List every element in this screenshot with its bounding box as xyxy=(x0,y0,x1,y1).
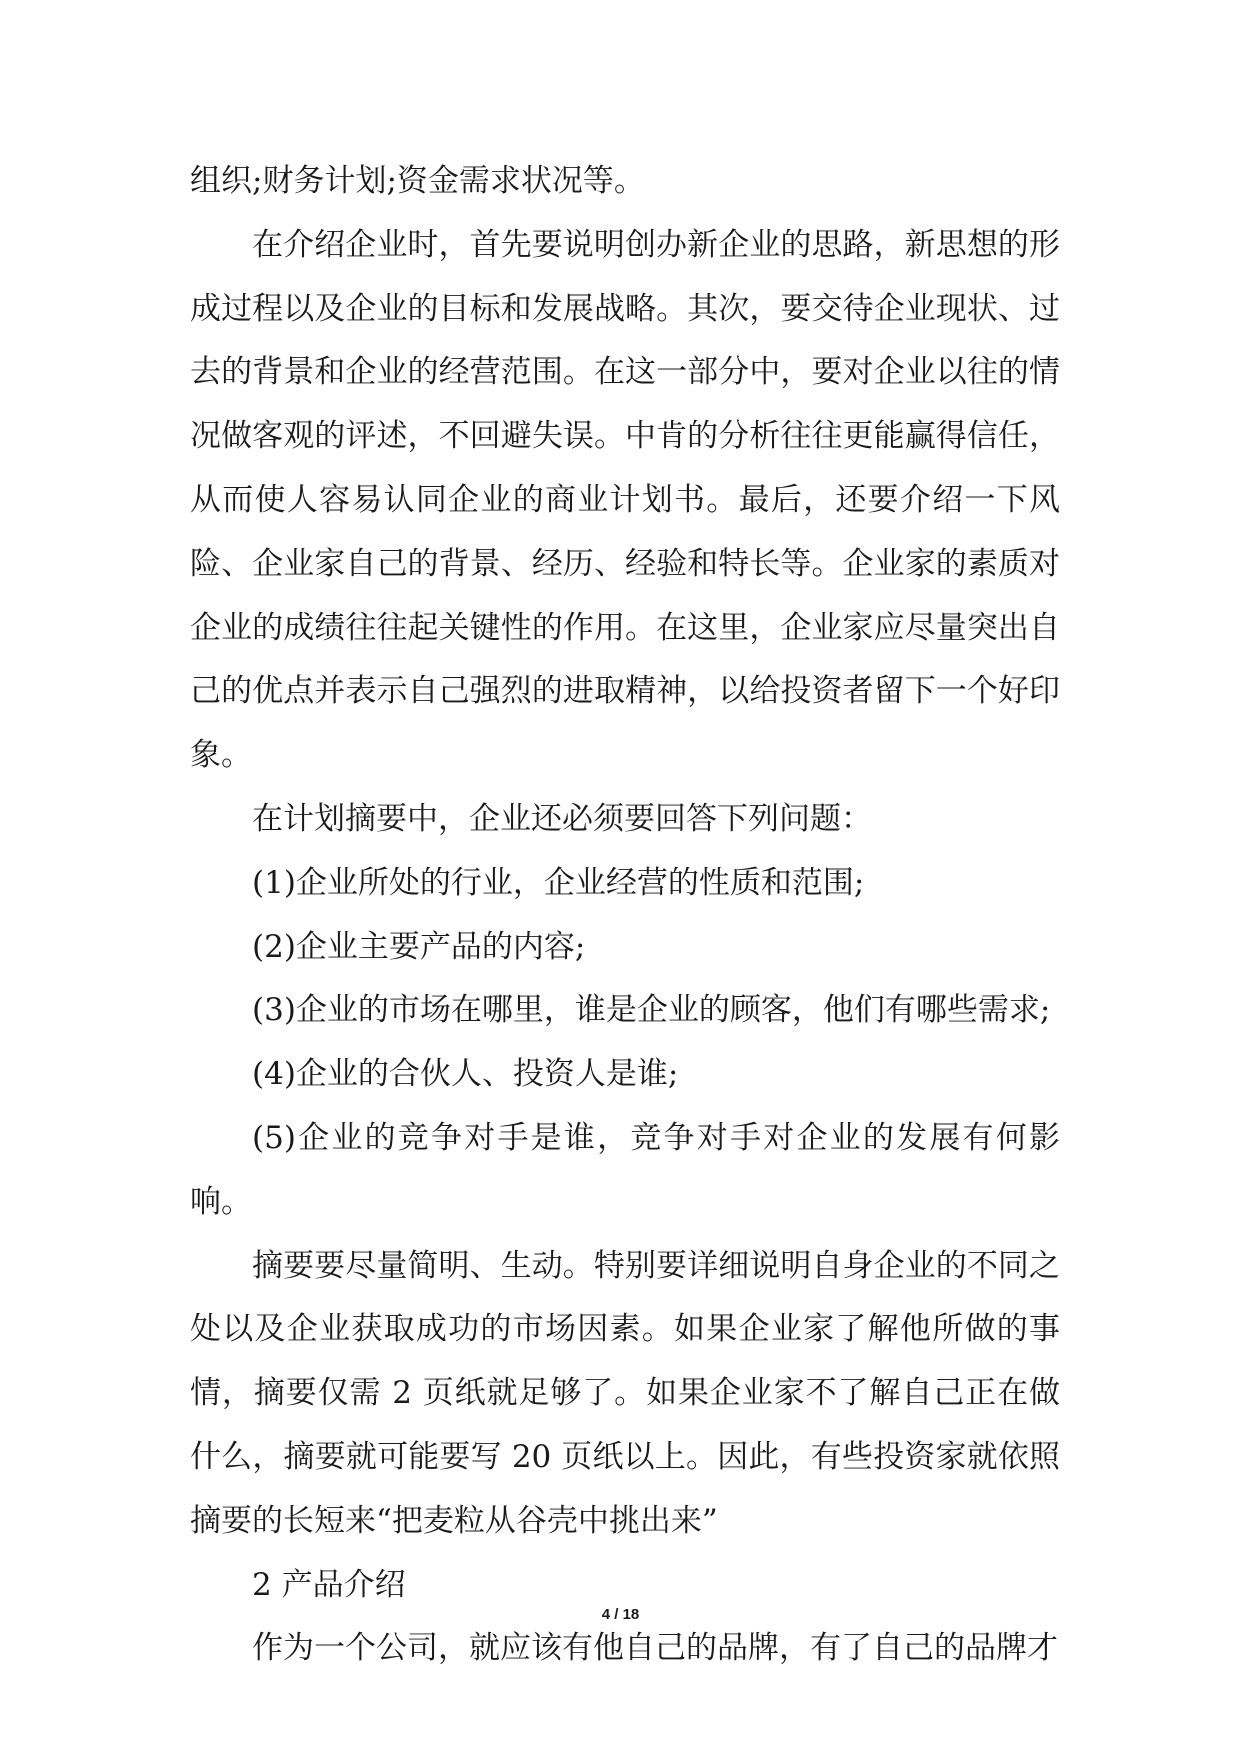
paragraph-3: 在计划摘要中，企业还必须要回答下列问题： xyxy=(252,800,872,837)
list-item-3: (3)企业的市场在哪里，谁是企业的顾客，他们有哪些需求; xyxy=(252,992,1051,1029)
paragraph-2: 在介绍企业时，首先要说明创办新企业的思路，新思想的形成过程以及企业的目标和发展战略。其次，要交待企业现状、过去的背景和企业的经营范围。在这一部分中，要对企业以往的情况做客观的评述，不回避失误。中肯的分析往往更能赢得信任，从而使人容易认同企业的商业计划书。最后，还要介绍一下风险、企业家自己的背景、经历、经验和特长等。企业家的素质对企业的成绩往往起关键性的作用。在这里，企业家应尽量突出自己的优点并表示自己强烈的进取精神，以给投资者留下一个好印象。 xyxy=(190,226,1060,774)
list-item-5: (5)企业的竞争对手是谁，竞争对手对企业的发展有何影响。 xyxy=(190,1119,1060,1220)
list-item-1: (1)企业所处的行业，企业经营的性质和范围; xyxy=(252,864,865,901)
section-heading: 2 产品介绍 xyxy=(252,1566,406,1603)
paragraph-1: 组织;财务计划;资金需求状况等。 xyxy=(190,163,645,199)
paragraph-4: 摘要要尽量简明、生动。特别要详细说明自身企业的不同之处以及企业获取成功的市场因素。如果企业家了解他所做的事情，摘要仅需 2 页纸就足够了。如果企业家不了解自己正在做什么，摘要就可能要写 20 页纸以上。因此，有些投资家就依照摘要的长短来“把麦粒从谷壳中挑出来” xyxy=(190,1247,1060,1539)
document-body xyxy=(190,150,1060,1681)
list-item-4: (4)企业的合伙人、投资人是谁; xyxy=(252,1056,679,1093)
paragraph-5: 作为一个公司，就应该有他自己的品牌，有了自己的品牌才 xyxy=(252,1630,1058,1667)
list-item-2: (2)企业主要产品的内容; xyxy=(252,928,586,965)
page-number: 4 / 18 xyxy=(601,1606,640,1623)
